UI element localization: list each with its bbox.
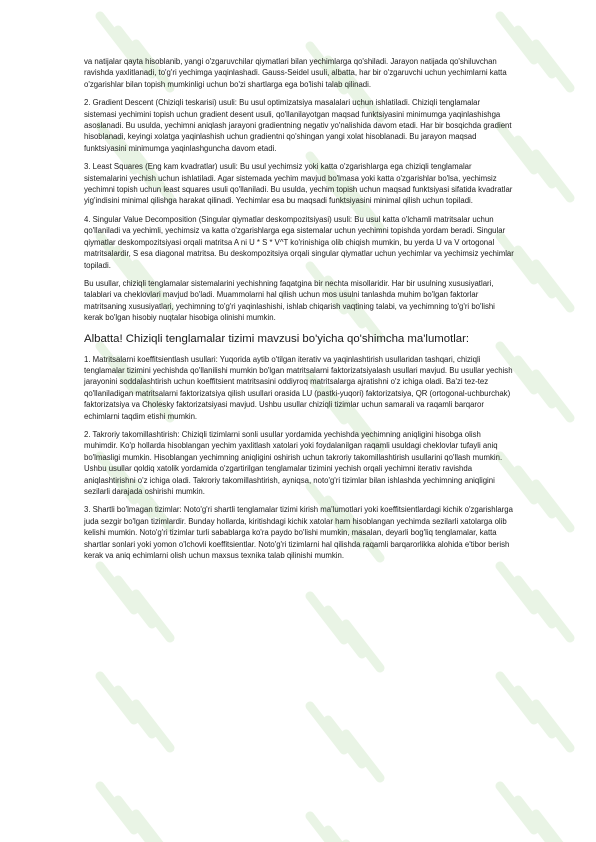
paragraph: 1. Matritsalarni koeffitsientlash usullari: Yuqorida aytib o'tilgan iterativ va yaqinlashtirish usullaridan tashqari, chiziqli tenglamalar tizimini yechishda qo'llanilishi mumkin bo'lgan matritsalarni faktorizatsiyalash usullari mavjud. Bu usullar yechish jarayonini soddalashtirish uchun koeffitsient matritsasini oddiyroq matritsalarga ajratishni o'z ichiga oladi. Ba'zi tez-tez qo'llaniladigan matritsalarni faktorizatsiya qilish usullari orasida LU (pastki-yuqori) faktorizatsiya, QR (ortogonal-uchburchak) faktorizatsiya va Cholesky faktorizatsiyasi mavjud. Ushbu usullar chiziqli tizimlar uchun samarali va raqamli barqaror echimlarni taqdim etishi mumkin. — [84, 354, 513, 421]
watermark-stroke — [500, 566, 534, 610]
watermark-stroke — [100, 566, 134, 610]
watermark-stroke — [518, 800, 552, 842]
paragraph: Bu usullar, chiziqli tenglamalar sistemalarini yechishning faqatgina bir nechta misollaridir. Har bir usulning xususiyatlari, talablari va cheklovlari mavjud bo'ladi. Muammolarni hal qilish uchun mos usulni tanlashda muhim bo'lgan faktorlar matritsaning xususiyatlari, yechimning to'g'ri yaqinlashishi, ishlab chiqarish vaqtining talabi, va yechimning to'g'ri bo'lishi kerak bo'lgan hisobiy nuqtalar hisobiga olinishi mumkin. — [84, 278, 495, 323]
watermark-stroke — [500, 676, 534, 720]
paragraph: va natijalar qayta hisoblanib, yangi o'zgaruvchilar qiymatlari bilan yechimlarga qo'shiladi. Jarayon natijada qo'shiluvchan ravishda yaxlitlanadi, to'g'ri yechimga yaqinlashadi. Gauss-Seidel usuli, albatta, har bir o'zgaruvchi uchun yechimlarni katta o'zgarishlar bilan topish mumkinligi uchun bo'zi shartlarga ega bo'lishi talab qilinadi. — [84, 57, 507, 89]
watermark-stroke — [118, 800, 152, 842]
watermark-stroke — [536, 154, 570, 198]
paragraph: 3. Least Squares (Eng kam kvadratlar) usuli: Bu usul yechimsiz yoki katta o'zgarishlarga ega chiziqli tenglamalar sistemalarini yechish uchun ishlatiladi. Agar sistemada yechim mavjud bo'lmasa yoki katta o'zgarishlar bo'lsa, yechimsiz yechimni topish uchun least squares usuli qo'llaniladi. Bu usulda, yechim topish uchun maqsad funktsiyasi sifatida kvadratlar yig'indisini minimal qilishga harakat qilinadi. Yechimlar esa bu maqsadi funktsiyasini minimal qilish uchun topiladi. — [84, 162, 513, 206]
watermark-stroke — [518, 470, 552, 514]
paragraph: 3. Shartli bo'lmagan tizimlar: Noto'g'ri shartli tenglamalar tizimi kirish ma'lumotlari yoki koeffitsientlardagi kichik o'zgarishlarga juda sezgir bo'lgan tizimlardir. Bunday hollarda, kiritishdagi kichik xatolar ham hisoblangan yechimda sezilarli xatolarga olib kelishi mumkin. Noto'g'ri tizimlar turli sabablarga ko'ra paydo bo'lishi mumkin, masalan, deyarli bog'liq tenglamalar, katta shartlar sonlari yoki yomon o'lchovli koeffitsientlar. Noto'g'ri tizimlarni hal qilishda raqamli barqarorlikka alohida e'tibor berish kerak va aniq echimlarni olish uchun maxsus texnika talab qilinishi mumkin. — [84, 505, 513, 561]
watermark-stroke — [328, 610, 362, 654]
watermark-stroke — [100, 676, 134, 720]
watermark-stroke — [346, 734, 380, 778]
watermark-stroke — [536, 264, 570, 308]
watermark-stroke — [518, 690, 552, 734]
watermark-stroke — [536, 704, 570, 748]
paragraph: 4. Singular Value Decomposition (Singular qiymatlar deskompozitsiyasi) usuli: Bu usul katta o'lchamli matritsalar uchun qo'llaniladi va yechimli, yechimsiz va katta o'zgarishlarga ega sistemalar uchun yechimni topishda yordam beradi. Singular qiymatlar deskompozitsiyasi orqali matritsa A ni U * S * V^T ko'rinishiga olib chiqish mumkin, bu yerda U va V ortogonal matritsalardir, S esa diagonal matritsa. Bu deskompozitsiya orqali singular qiymatlar uchun yechimlar va yechimsiz yechimlar topiladi. — [84, 214, 514, 270]
paragraph: 2. Takroriy takomillashtirish: Chiziqli tizimlarni sonli usullar yordamida yechishda yechimning aniqligini hisobga olish muhimdir. Ko'p hollarda hisoblangan yechim yaxlitlash xatolari yoki foydalanilgan raqamli usuldagi cheklovlar tufayli aniq bo'lmasligi mumkin. Hisoblangan yechimning aniqligini oshirish uchun takroriy takomillashtirish usullarini qo'llash mumkin. Ushbu usullar qoldiq xatolik yordamida o'zgartirilgan tenglamalar tizimini yechish orqali yechimni iterativ ravishda aniqlashtirishni o'z ichiga oladi. Takroriy takomillashtirish, ayniqsa, noto'g'ri tizimlar bilan ishlashda yechimning aniqligini sezilarli darajada oshirishi mumkin. — [84, 429, 503, 496]
watermark-stroke — [136, 704, 170, 748]
paragraph: 2. Gradient Descent (Chiziqli teskarisi) usuli: Bu usul optimizatsiya masalalari uchun ishlatiladi. Chiziqli tenglamalar sistemasi yechimini topish uchun gradient desent usuli, qo'llanilayotgan maqsad funktsiyasini minimumga yaqinlashishga asoslanadi. Bu usulda, yechimni aniqlash jarayoni gradientning negativ yo'nalishida davom etadi. Har bir bosqichda gradient hisoblanadi, keyingi xolatga yaqinlashish uchun gradientni qo'shingan yangi xolat hisoblanadi. Bu jarayon maqsad funktsiyasini minimumga yaqinlashguncha davom etadi. — [84, 98, 512, 153]
watermark-stroke — [136, 594, 170, 638]
watermark-stroke — [518, 250, 552, 294]
watermark-stroke — [310, 816, 344, 842]
watermark-stroke — [328, 720, 362, 764]
document-page — [84, 56, 514, 568]
watermark-stroke — [500, 16, 534, 60]
watermark-stroke — [536, 484, 570, 528]
watermark-stroke — [310, 706, 344, 750]
watermark-stroke — [518, 140, 552, 184]
watermark-stroke — [136, 814, 170, 842]
watermark-stroke — [310, 596, 344, 640]
watermark-stroke — [100, 16, 134, 60]
watermark-stroke — [346, 624, 380, 668]
watermark-stroke — [518, 30, 552, 74]
watermark-stroke — [536, 44, 570, 88]
watermark-stroke — [518, 360, 552, 404]
watermark-stroke — [500, 786, 534, 830]
watermark-stroke — [536, 594, 570, 638]
watermark-stroke — [328, 830, 362, 842]
watermark-stroke — [100, 786, 134, 830]
watermark-stroke — [536, 374, 570, 418]
section-heading: Albatta! Chiziqli tenglamalar tizimi mavzusi bo'yicha qo'shimcha ma'lumotlar: — [84, 332, 470, 345]
watermark-stroke — [118, 580, 152, 624]
watermark-stroke — [536, 814, 570, 842]
watermark-stroke — [518, 580, 552, 624]
watermark-stroke — [118, 690, 152, 734]
